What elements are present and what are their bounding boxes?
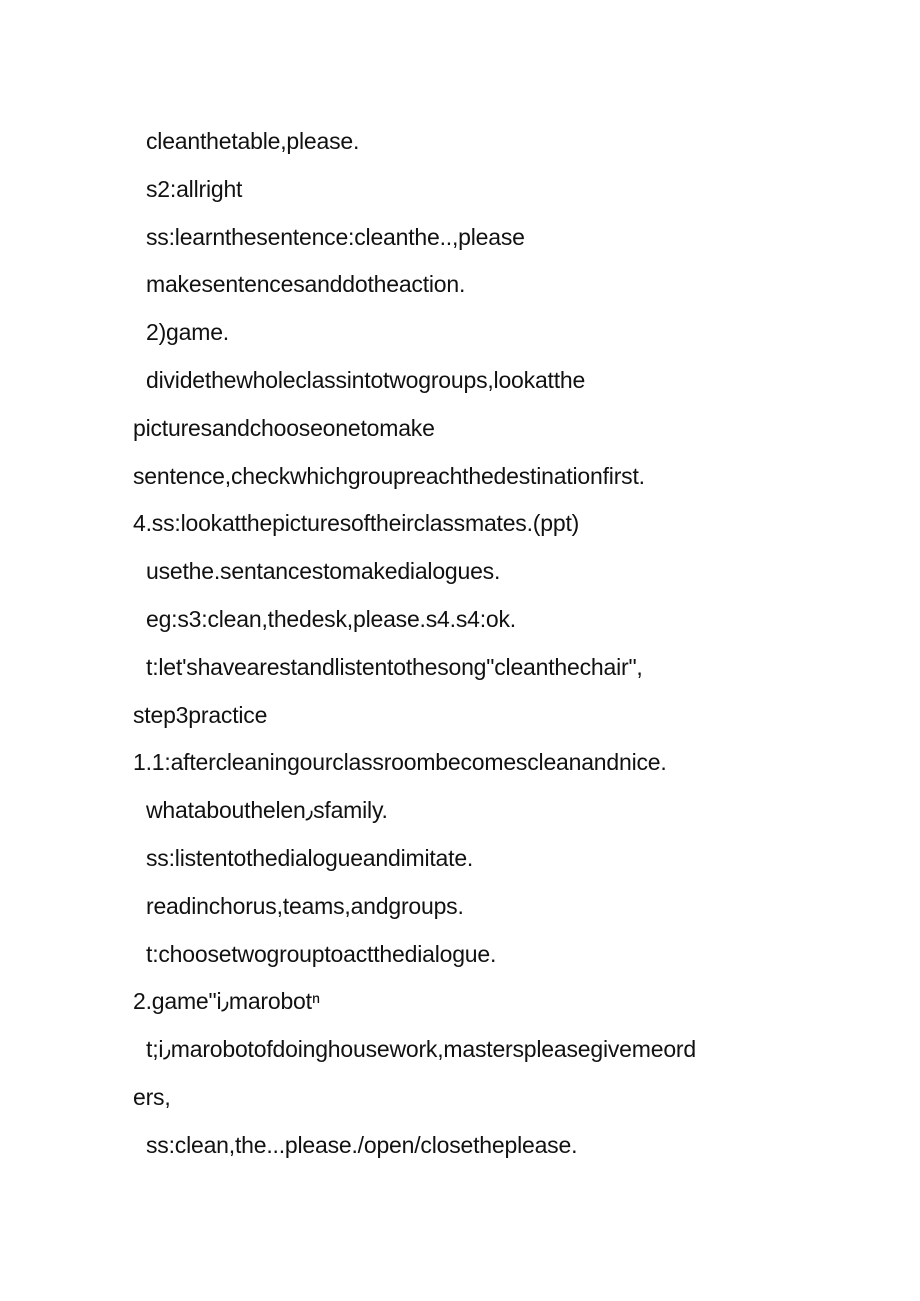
text-line: step3practice [133, 701, 268, 728]
text-line: ss:learnthesentence:cleanthe..,please [146, 223, 525, 250]
text-line: t;i٫marobotofdoinghousework,masterspleasegivemeord [146, 1036, 696, 1063]
text-line: s2:allright [146, 175, 243, 202]
text-line: whatabouthelen٫sfamily. [146, 797, 388, 824]
text-line: t:choosetwogrouptoactthedialogue. [146, 940, 497, 967]
text-line: dividethewholeclassintotwogroups,lookatthe [146, 366, 586, 393]
text-line: sentence,checkwhichgroupreachthedestinationfirst. [133, 462, 645, 489]
text-line: picturesandchooseonetomake [133, 414, 435, 441]
text-line: readinchorus,teams,andgroups. [146, 892, 464, 919]
text-line: cleanthetable,please. [146, 128, 360, 154]
text-line: ss:listentothedialogueandimitate. [146, 844, 474, 871]
text-line: ers, [133, 1083, 171, 1110]
text-line: makesentencesanddotheaction. [146, 271, 466, 298]
body-text [133, 118, 833, 1170]
text-line: 4.ss:lookatthepicturesoftheirclassmates.(ppt) [133, 510, 580, 537]
text-line: 2.game"i٫marobotⁿ [133, 988, 321, 1015]
text-line: ss:clean,the...please./open/closetheplease. [146, 1131, 578, 1158]
text-line: eg:s3:clean,thedesk,please.s4.s4:ok. [146, 605, 516, 632]
text-line: 2)game. [146, 319, 229, 346]
text-line: t:let'shavearestandlistentothesong"cleanthechair", [146, 653, 643, 680]
text-line: 1.1:aftercleaningourclassroombecomescleanandnice. [133, 749, 667, 776]
text-line: usethe.sentancestomakedialogues. [146, 558, 501, 585]
